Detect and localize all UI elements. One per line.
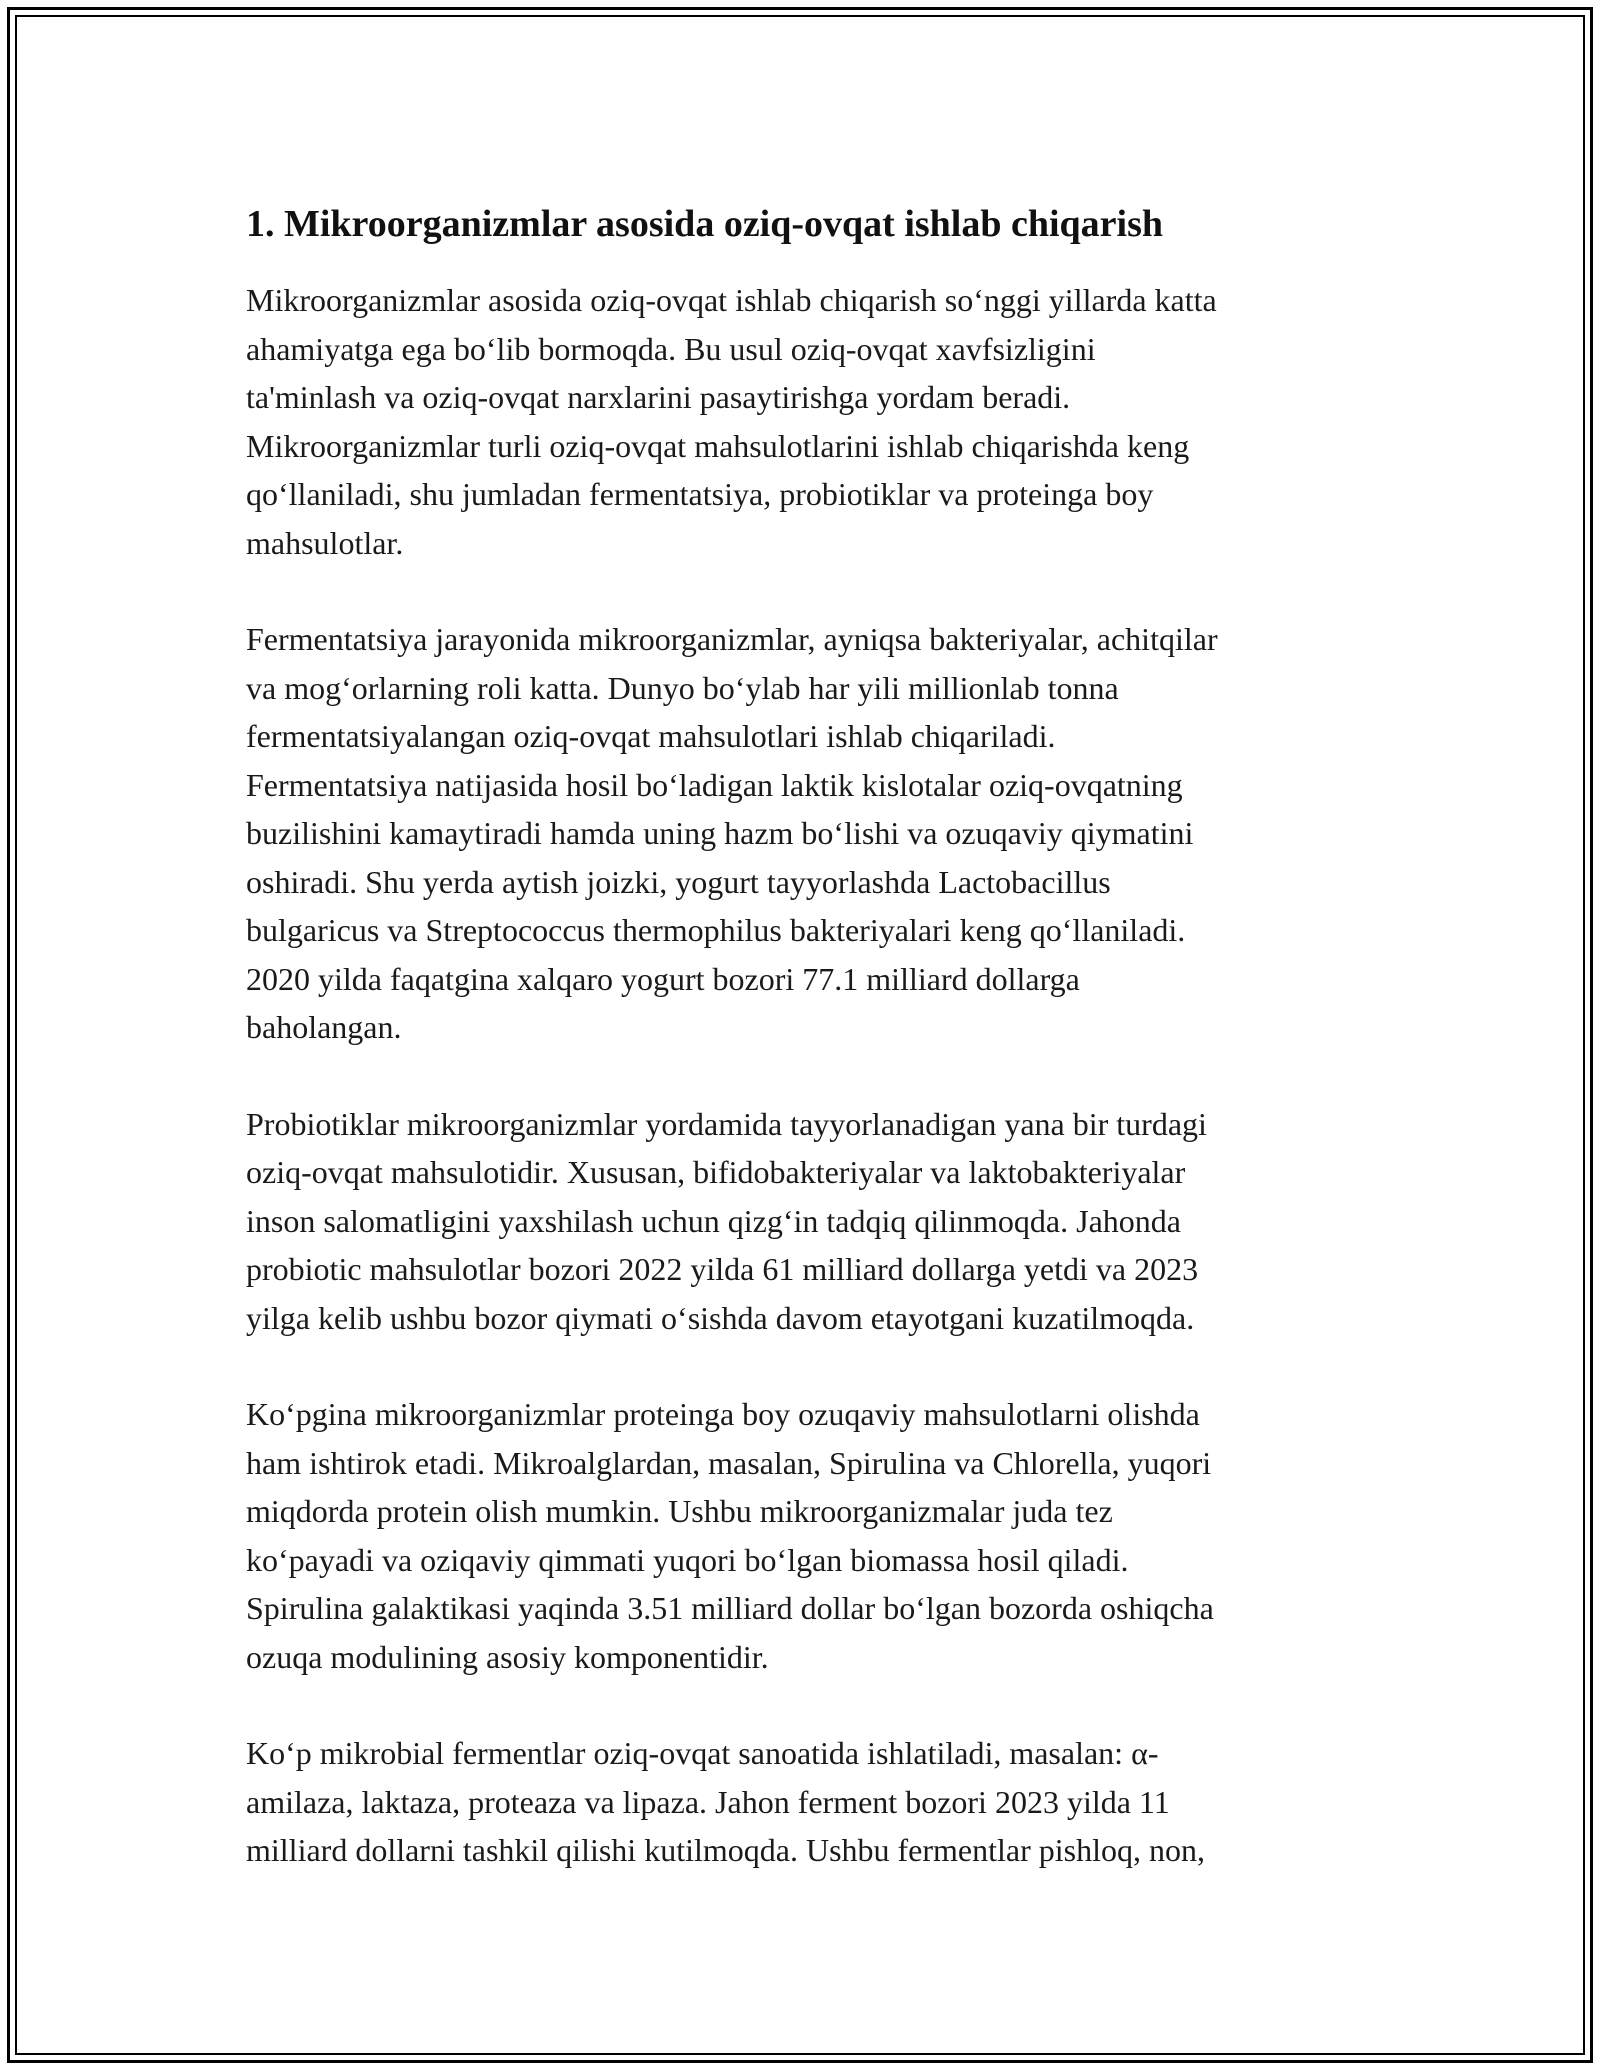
paragraph-line: ham ishtirok etadi. Mikroalglardan, masalan, Spirulina va Chlorella, yuqori bbox=[246, 1444, 1212, 1481]
paragraph-protein bbox=[246, 1390, 1376, 1681]
paragraph-intro bbox=[246, 276, 1376, 567]
paragraph-fermentation bbox=[246, 615, 1376, 1052]
paragraph-line: ahamiyatga ega bo‘lib bormoqda. Bu usul oziq-ovqat xavfsizligini bbox=[246, 330, 1096, 367]
paragraph-line: baholangan. bbox=[246, 1009, 402, 1045]
paragraph-line: probiotic mahsulotlar bozori 2022 yilda 61 milliard dollarga yetdi va 2023 bbox=[246, 1251, 1199, 1287]
document-body bbox=[246, 200, 1376, 1923]
paragraph-line: Ko‘pgina mikroorganizmlar proteinga boy ozuqaviy mahsulotlarni olishda bbox=[246, 1396, 1200, 1432]
paragraph-line: Ko‘p mikrobial fermentlar oziq-ovqat sanoatida ishlatiladi, masalan: α- bbox=[246, 1735, 1159, 1771]
paragraph-line: ta'minlash va oziq-ovqat narxlarini pasaytirishga yordam beradi. bbox=[246, 379, 1071, 415]
section-heading: 1. Mikroorganizmlar asosida oziq-ovqat ishlab chiqarish bbox=[246, 203, 1164, 245]
paragraph-line: va mog‘orlarning roli katta. Dunyo bo‘ylab har yili millionlab tonna bbox=[246, 669, 1119, 706]
paragraph-line: oziq-ovqat mahsulotidir. Xususan, bifidobakteriyalar va laktobakteriyalar bbox=[246, 1154, 1186, 1190]
paragraph-line: amilaza, laktaza, proteaza va lipaza. Jahon ferment bozori 2023 yilda 11 bbox=[246, 1783, 1170, 1820]
paragraph-enzymes bbox=[246, 1729, 1376, 1875]
paragraph-line: Fermentatsiya jarayonida mikroorganizmlar, ayniqsa bakteriyalar, achitqilar bbox=[246, 621, 1218, 657]
paragraph-line: inson salomatligini yaxshilash uchun qizg‘in tadqiq qilinmoqda. Jahonda bbox=[246, 1202, 1181, 1239]
paragraph-line: milliard dollarni tashkil qilishi kutilmoqda. Ushbu fermentlar pishloq, non, bbox=[246, 1832, 1205, 1868]
paragraph-line: qo‘llaniladi, shu jumladan fermentatsiya, probiotiklar va proteinga boy bbox=[246, 476, 1154, 512]
paragraph-line: oshiradi. Shu yerda aytish joizki, yogurt tayyorlashda Lactobacillus bbox=[246, 863, 1111, 900]
page-frame bbox=[7, 7, 1593, 2063]
paragraph-line: yilga kelib ushbu bozor qiymati o‘sishda davom etayotgani kuzatilmoqda. bbox=[246, 1299, 1195, 1336]
paragraph-line: Fermentatsiya natijasida hosil bo‘ladigan laktik kislotalar oziq-ovqatning bbox=[246, 766, 1183, 803]
paragraph-line: fermentatsiyalangan oziq-ovqat mahsulotlari ishlab chiqariladi. bbox=[246, 718, 1056, 754]
paragraph-line: Probiotiklar mikroorganizmlar yordamida tayyorlanadigan yana bir turdagi bbox=[246, 1105, 1207, 1142]
paragraph-probiotics bbox=[246, 1100, 1376, 1343]
paragraph-line: Spirulina galaktikasi yaqinda 3.51 milliard dollar bo‘lgan bozorda oshiqcha bbox=[246, 1590, 1214, 1626]
paragraph-line: mahsulotlar. bbox=[246, 524, 404, 561]
paragraph-line: bulgaricus va Streptococcus thermophilus bakteriyalari keng qo‘llaniladi. bbox=[246, 912, 1186, 948]
paragraph-line: buzilishini kamaytiradi hamda uning hazm bo‘lishi va ozuqaviy qiymatini bbox=[246, 815, 1194, 851]
paragraph-line: miqdorda protein olish mumkin. Ushbu mikroorganizmalar juda tez bbox=[246, 1493, 1113, 1529]
paragraph-line: Mikroorganizmlar turli oziq-ovqat mahsulotlarini ishlab chiqarishda keng bbox=[246, 427, 1190, 464]
paragraph-line: ozuqa modulining asosiy komponentidir. bbox=[246, 1638, 769, 1675]
paragraph-line: 2020 yilda faqatgina xalqaro yogurt bozori 77.1 milliard dollarga bbox=[246, 960, 1080, 997]
paragraph-line: ko‘payadi va oziqaviy qimmati yuqori bo‘lgan biomassa hosil qiladi. bbox=[246, 1541, 1129, 1578]
paragraph-line: Mikroorganizmlar asosida oziq-ovqat ishlab chiqarish so‘nggi yillarda katta bbox=[246, 282, 1217, 318]
